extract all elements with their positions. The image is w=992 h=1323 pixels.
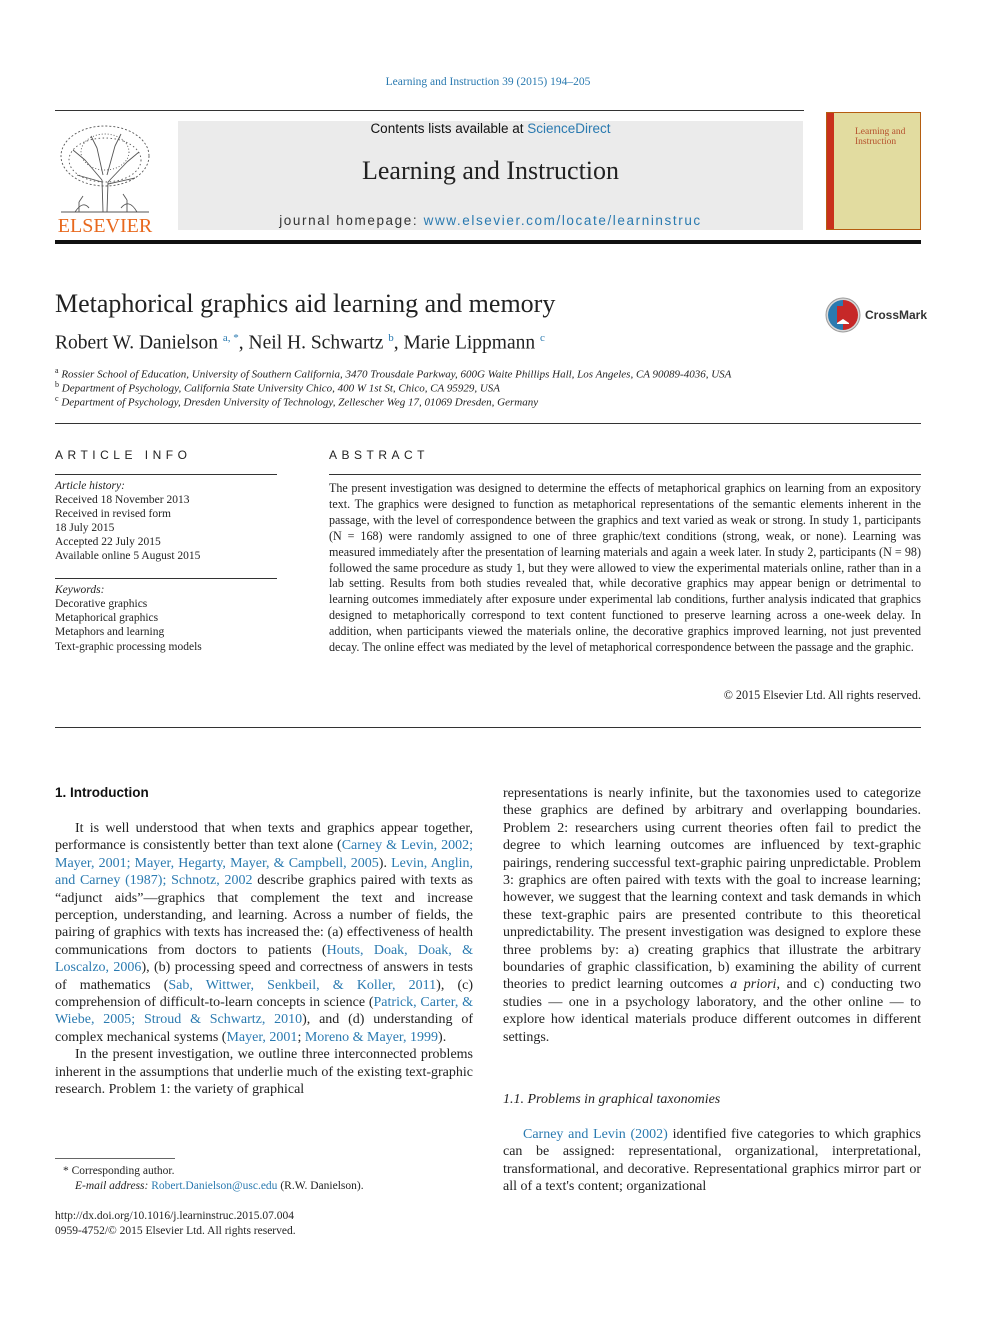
citation-link[interactable]: Moreno & Mayer, 1999: [304, 1029, 439, 1045]
citation-link[interactable]: Houts, Doak, Doak, & Loscalzo, 2006: [55, 942, 473, 976]
crossmark-label[interactable]: CrossMark: [865, 308, 928, 322]
abstract-heading: ABSTRACT: [329, 448, 430, 462]
doi-link[interactable]: http://dx.doi.org/10.1016/j.learninstruc.2015.07.004: [55, 1210, 295, 1222]
paragraph-text: ), (c) comprehension of difficult-to-learn concepts in science (: [55, 977, 473, 1011]
paragraph-text: ), and (d) understanding of complex mechanical systems (: [55, 1012, 473, 1045]
affiliation: [55, 380, 500, 395]
paragraph-text: ).: [438, 1029, 447, 1045]
affiliation-marker: b: [55, 380, 59, 389]
history-item: Available online 5 August 2015: [55, 550, 201, 562]
keywords-rule: [55, 578, 277, 579]
abstract-copyright: © 2015 Elsevier Ltd. All rights reserved.: [723, 688, 921, 702]
author-list: [55, 332, 545, 355]
subsection-heading: 1.1. Problems in graphical taxonomies: [503, 1092, 721, 1107]
author-name[interactable]: Robert W. Danielson: [55, 332, 219, 354]
header-top-rule: [55, 110, 804, 111]
contents-availability: [178, 121, 803, 136]
paragraph-text: , and c) conducting two studies — one in a psychology laboratory, and the other online — to explore how identical materials produce different outcomes in different settings.: [503, 977, 921, 1045]
author-affiliation-marker[interactable]: b: [388, 332, 394, 344]
subsection-body: [503, 1126, 921, 1196]
paragraph-text: representations is nearly infinite, but the taxonomies used to categorize these graphics are defined by arbitrary and overlapping boundaries. Problem 2: researchers using current theories often fail to predict the degree to which learning outcomes are influenced by text-graphic pairings, rendering successful text-graphic pairing unpredictable. Problem 3: graphics are often paired with texts with the goal to increase learning; however, we suggest that the learning context and task demands in which these text-graphic pairs are presented contribute to this theoretical unpredictability. The present investigation was designed to explore these three problems by: a) creating graphics that illustrate the arbitrary boundaries of graphic classification, b) examining the ability of current theories to predict learning outcomes: [503, 786, 921, 993]
affiliation-text: Department of Psychology, California State University Chico, 400 W 1st St, Chico, CA 95929, USA: [61, 382, 500, 395]
article-info-rule: [55, 474, 277, 475]
affiliation-text: Department of Psychology, Dresden University of Technology, Zellescher Weg 17, 01069 Dresden, Germany: [61, 396, 539, 409]
email-link[interactable]: Robert.Danielson@usc.edu: [151, 1180, 278, 1192]
citation-link[interactable]: Carney & Levin, 2002; Mayer, 2001; Mayer, Hegarty, Mayer, & Campbell, 2005: [55, 838, 473, 871]
citation-link[interactable]: Sab, Wittwer, Senkbeil, & Koller, 2011: [168, 977, 437, 993]
article-info-heading: ARTICLE INFO: [55, 448, 192, 462]
history-item: 18 July 2015: [55, 522, 115, 534]
paragraph-text: ;: [297, 1029, 305, 1045]
affiliation: [55, 366, 731, 381]
intro-paragraph-1: [55, 820, 473, 1046]
cover-title: Learning and Instruction: [855, 127, 906, 147]
paragraph-text: identified five categories to which graphics can be assigned: representational, organizational, interpretational, transformational, and decorative. Representational graphics mirror part or all of a text's content; organizational: [503, 1127, 921, 1195]
crossmark-icon: [824, 296, 864, 334]
title-block-rule: [55, 423, 921, 424]
left-column: [55, 820, 473, 1099]
author-separator: ,: [238, 332, 244, 354]
subsection-paragraph-1: [503, 1126, 921, 1196]
section-heading-introduction: 1. Introduction: [55, 785, 149, 800]
header-bottom-rule: [55, 240, 921, 244]
corresponding-author-note: * Corresponding author.: [63, 1165, 175, 1177]
elsevier-tree-icon: [55, 120, 155, 236]
author-name[interactable]: Marie Lippmann: [403, 332, 536, 354]
journal-citation[interactable]: Learning and Instruction 39 (2015) 194–205: [385, 76, 591, 88]
citation-link[interactable]: Patrick, Carter, & Wiebe, 2005; Stroud & Schwartz, 2010: [55, 995, 473, 1028]
author-affiliation-marker[interactable]: c: [539, 332, 545, 344]
affiliation-marker: c: [55, 394, 59, 403]
sciencedirect-link[interactable]: ScienceDirect: [527, 121, 611, 136]
contents-prefix: Contents lists available at: [370, 121, 528, 136]
history-item: Received 18 November 2013: [55, 494, 190, 506]
email-label: E-mail address:: [75, 1180, 152, 1192]
affiliation-marker: a: [55, 366, 59, 375]
keyword: Text-graphic processing models: [55, 641, 202, 653]
paragraph-text: ), (b) processing speed and correctness of answers in tests of mathematics (: [55, 960, 473, 993]
homepage-label: journal homepage:: [279, 213, 424, 228]
history-item: Received in revised form: [55, 508, 171, 520]
abstract-text: The present investigation was designed to determine the effects of metaphorical graphics on learning from an expository text. The graphics were designed to function as metaphorical representations of the semantic elements inherent in the passage, with the level of correspondence between the graphics and text varied as weak or strong. In study 1, participants (N = 168) were randomly assigned to one of three graphic/text conditions (strong, weak, or none). Learning was measured immediately after the presentation of learning materials and again a week later. In study 2, participants (N = 98) followed the same procedure as study 1, but they were allowed to view the experimental materials online, rather than in a lab setting. Results from both studies revealed that, while decorative graphics may appear benign or detrimental to learning outcomes immediately after exposure under experimental lab conditions, further analysis indicated that graphics designed to metaphorically correspond to text content functioned to preserve learning across a one-week delay. In addition, when participants viewed the materials online, the decorative graphics improved learning, not just prevented decay. The online effect was mediated by the level of metaphorical correspondence between the passage and the graphic.: [329, 481, 921, 655]
emphasis-text: a priori: [730, 977, 777, 993]
citation-link[interactable]: Mayer, 2001: [226, 1029, 298, 1045]
right-paragraph-1: [503, 785, 921, 1046]
history-label: Article history:: [55, 480, 125, 492]
email-note: [75, 1180, 364, 1192]
journal-title: Learning and Instruction: [361, 156, 620, 185]
abstract-rule: [329, 474, 921, 475]
cover-stripe: [827, 113, 834, 229]
keywords-label: Keywords:: [55, 584, 105, 596]
author-name[interactable]: Neil H. Schwartz: [248, 332, 384, 354]
citation-link[interactable]: Carney and Levin (2002): [523, 1127, 668, 1142]
elsevier-logo[interactable]: [55, 120, 155, 236]
keyword: Metaphorical graphics: [55, 612, 159, 624]
affiliation-text: Rossier School of Education, University of Southern California, 3470 Trousdale Parkway, 600G Waite Phillips Hall, Los Angeles, CA 90089-4036, USA: [61, 368, 732, 381]
email-suffix: (R.W. Danielson).: [277, 1180, 364, 1192]
issn-copyright: 0959-4752/© 2015 Elsevier Ltd. All rights reserved.: [55, 1225, 296, 1237]
front-matter-rule: [55, 727, 921, 728]
paragraph-text: ).: [378, 855, 392, 871]
paragraph-text: describe graphics paired with texts as “adjunct aids”—graphics that complement the text and increase perception, understanding, and learning. Across a number of fields, the pairing of graphics with texts has increased the: (a) effectiveness of health communications from doctors to patients (: [55, 873, 473, 958]
intro-paragraph-2: In the present investigation, we outline three interconnected problems inherent in the assumptions that underlie much of the existing text-graphic research. Problem 1: the variety of graphical: [55, 1047, 473, 1098]
footnote-rule: [55, 1158, 175, 1159]
paragraph-text: It is well understood that when texts and graphics appear together, performance is consistently better than text alone (: [55, 821, 473, 854]
homepage-link[interactable]: www.elsevier.com/locate/learninstruc: [423, 213, 702, 228]
elsevier-wordmark: ELSEVIER: [57, 215, 153, 236]
right-column: [503, 785, 921, 1046]
journal-homepage: [178, 213, 803, 228]
author-affiliation-marker[interactable]: a, *: [222, 332, 239, 344]
affiliation: [55, 394, 538, 409]
history-item: Accepted 22 July 2015: [55, 536, 161, 548]
article-title: Metaphorical graphics aid learning and memory: [55, 289, 556, 318]
author-separator: ,: [393, 332, 399, 354]
citation-link[interactable]: Levin, Anglin, and Carney (1987); Schnotz, 2002: [55, 855, 474, 889]
keyword: Decorative graphics: [55, 598, 148, 610]
journal-cover-thumbnail[interactable]: [826, 112, 921, 230]
keyword: Metaphors and learning: [55, 626, 165, 638]
